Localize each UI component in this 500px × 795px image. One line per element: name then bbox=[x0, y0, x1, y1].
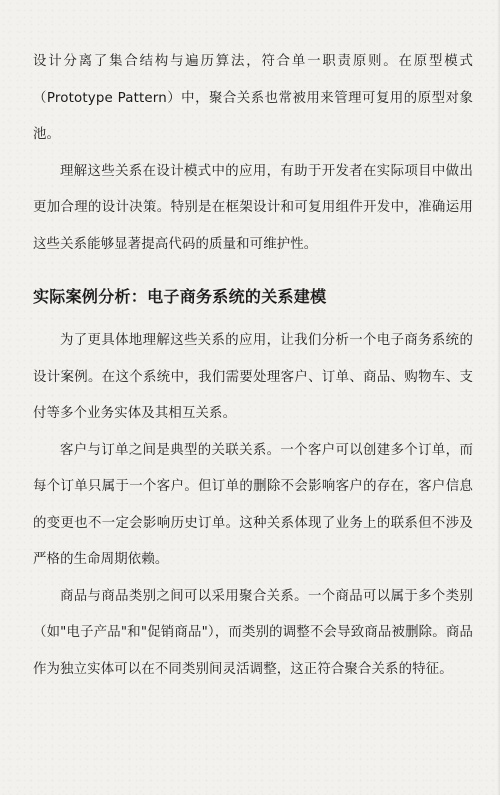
section-paragraph-3: 商品与商品类别之间可以采用聚合关系。一个商品可以属于多个类别（如"电子产品"和"促销商品"），而类别的调整不会导致商品被删除。商品作为独立实体可以在不同类别间灵活调整，这正符合聚合关系的特征。 bbox=[33, 588, 473, 677]
section-paragraph-2: 客户与订单之间是典型的关联关系。一个客户可以创建多个订单，而每个订单只属于一个客户。但订单的删除不会影响客户的存在，客户信息的变更也不一定会影响历史订单。这种关系体现了业务上的联系但不涉及严格的生命周期依赖。 bbox=[33, 442, 473, 567]
body-paragraph-1: 设计分离了集合结构与遍历算法，符合单一职责原则。在原型模式（Prototype Pattern）中，聚合关系也常被用来管理可复用的原型对象池。 bbox=[33, 54, 473, 142]
body-paragraph-2: 理解这些关系在设计模式中的应用，有助于开发者在实际项目中做出更加合理的设计决策。特别是在框架设计和可复用组件开发中，准确运用这些关系能够显著提高代码的质量和可维护性。 bbox=[33, 163, 473, 252]
section-heading: 实际案例分析：电子商务系统的关系建模 bbox=[33, 287, 327, 306]
document-page bbox=[33, 44, 473, 688]
section-paragraph-1: 为了更具体地理解这些关系的应用，让我们分析一个电子商务系统的设计案例。在这个系统中，我们需要处理客户、订单、商品、购物车、支付等多个业务实体及其相互关系。 bbox=[33, 333, 473, 421]
